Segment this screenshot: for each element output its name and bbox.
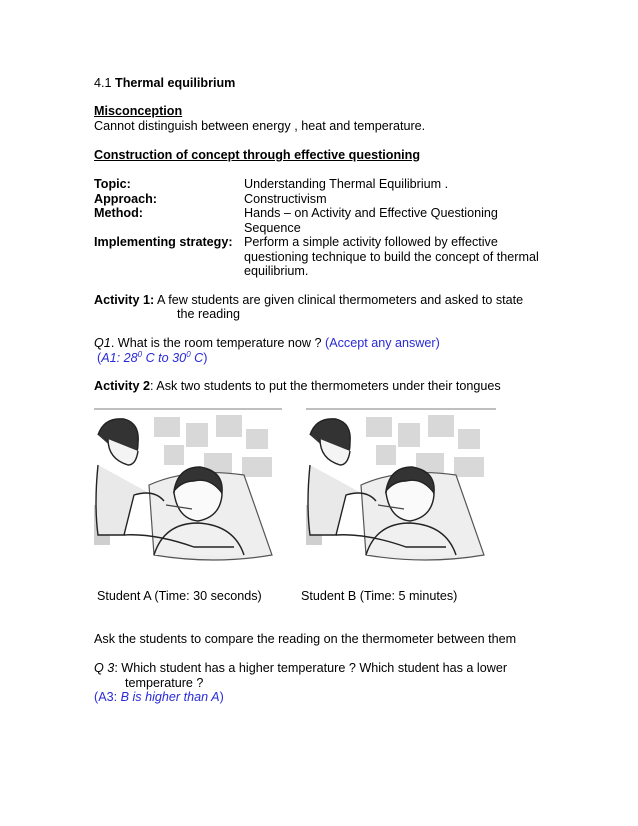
method-label: Method: [94, 206, 143, 220]
q1-note: (Accept any answer) [325, 336, 440, 350]
strategy-value-line2: questioning technique to build the concept of thermal [244, 250, 539, 264]
misconception-heading: Misconception [94, 104, 183, 118]
degree-sup-1: 0 [137, 350, 143, 359]
method-value-line2: Sequence [244, 221, 301, 235]
approach-value: Constructivism [244, 192, 327, 206]
q3-label: Q 3 [94, 661, 115, 675]
activity1-line1 [94, 293, 523, 308]
approach-label: Approach: [94, 192, 157, 206]
q1-answer-open: ( [97, 351, 102, 365]
activity1-line2: the reading [177, 307, 241, 321]
q3-line2: temperature ? [125, 676, 204, 690]
compare-text: Ask the students to compare the reading on the thermometer between them [94, 632, 517, 646]
activity2 [94, 379, 501, 394]
activity1-text: A few students are given clinical thermometers and asked to state [157, 293, 524, 307]
section-number: 4.1 [94, 76, 112, 90]
caption-student-b: Student B (Time: 5 minutes) [301, 589, 458, 603]
activity2-text: : Ask two students to put the thermometers under their tongues [150, 379, 501, 393]
q1-label: Q1 [94, 336, 111, 350]
q1-text: . What is the room temperature now ? [110, 336, 322, 350]
strategy-value-line1: Perform a simple activity followed by effective [244, 235, 498, 249]
section-title: Thermal equilibrium [115, 76, 236, 90]
illustration-student-b [306, 405, 498, 573]
caption-student-a: Student A (Time: 30 seconds) [97, 589, 262, 603]
q3-text-line1: : Which student has a higher temperature ? Which student has a lower [114, 661, 508, 675]
section-heading [94, 76, 235, 91]
q1-answer [97, 351, 207, 366]
q1-answer-label: A1: 28 [101, 351, 138, 365]
q3-answer-close: ) [219, 690, 224, 704]
method-value-line1: Hands – on Activity and Effective Questioning [244, 206, 498, 220]
q3-answer-open: (A3: [94, 690, 121, 704]
q3-answer [94, 690, 224, 705]
construction-heading: Construction of concept through effective questioning [94, 148, 421, 162]
q1-answer-mid: C to 30 [142, 351, 187, 365]
q1-answer-close: ) [203, 351, 208, 365]
q3-line1 [94, 661, 507, 676]
illustration-student-a [94, 405, 284, 573]
topic-value: Understanding Thermal Equilibrium . [244, 177, 449, 191]
activity2-label: Activity 2 [94, 379, 150, 393]
q1-answer-unit: C [190, 351, 204, 365]
q1-question [94, 336, 440, 351]
strategy-value-line3: equilibrium. [244, 264, 309, 278]
activity1-label: Activity 1: [94, 293, 155, 307]
strategy-label: Implementing strategy: [94, 235, 233, 249]
degree-sup-2: 0 [186, 350, 191, 359]
topic-label: Topic: [94, 177, 131, 191]
misconception-text: Cannot distinguish between energy , heat and temperature. [94, 119, 426, 133]
q3-answer-text: B is higher than A [120, 690, 220, 704]
